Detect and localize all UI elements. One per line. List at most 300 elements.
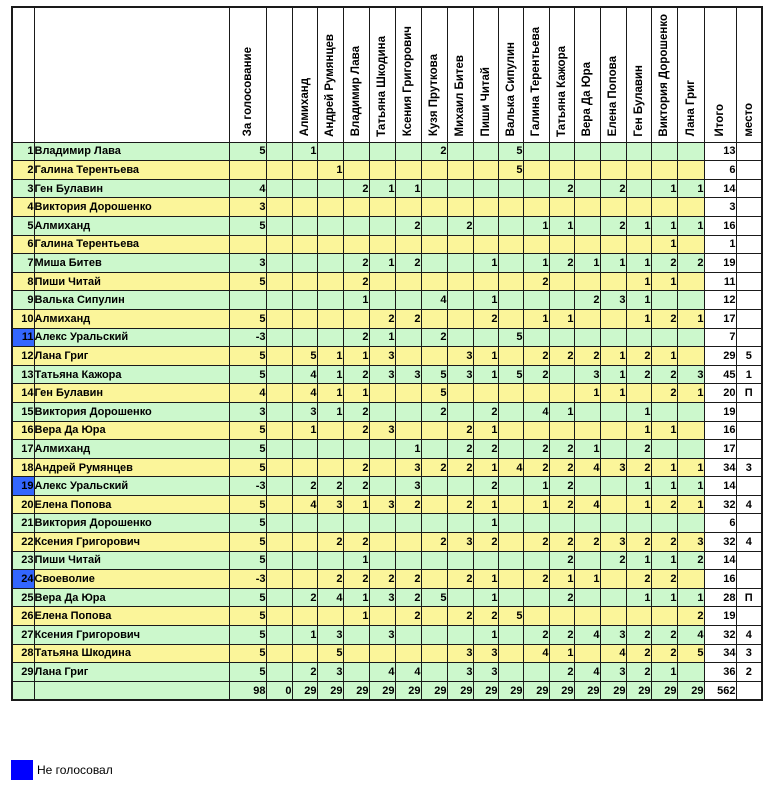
score-cell: 2 <box>549 254 574 273</box>
score-cell: 2 <box>549 588 574 607</box>
score-cell: 3 <box>600 533 626 552</box>
score-cell <box>473 198 498 217</box>
vote-value: 5 <box>229 440 266 459</box>
header-candidate: Алмиханд <box>292 7 317 142</box>
score-cell <box>447 272 473 291</box>
score-cell: 1 <box>369 179 395 198</box>
score-cell: 1 <box>317 402 343 421</box>
score-cell <box>600 161 626 180</box>
score-cell <box>369 272 395 291</box>
score-cell <box>574 328 600 347</box>
score-cell <box>343 235 369 254</box>
score-cell <box>292 291 317 310</box>
score-cell: 1 <box>600 365 626 384</box>
score-cell <box>600 588 626 607</box>
score-cell <box>523 588 549 607</box>
score-cell: 3 <box>473 644 498 663</box>
score-cell: 3 <box>473 663 498 682</box>
score-cell: 1 <box>651 421 677 440</box>
score-cell: 1 <box>343 384 369 403</box>
row-total: 6 <box>704 161 736 180</box>
score-cell <box>626 198 651 217</box>
row-place: 3 <box>736 458 762 477</box>
voter-name: Ксения Григорович <box>34 533 229 552</box>
score-cell <box>523 421 549 440</box>
score-cell <box>421 440 447 459</box>
score-cell <box>651 328 677 347</box>
score-cell: 1 <box>651 663 677 682</box>
row-index: 9 <box>12 291 34 310</box>
blank-value <box>266 365 292 384</box>
score-cell <box>395 626 421 645</box>
blank-value <box>266 347 292 366</box>
row-total: 16 <box>704 421 736 440</box>
score-cell <box>369 533 395 552</box>
voter-name: Галина Терентьева <box>34 161 229 180</box>
table-row <box>12 291 762 310</box>
header-candidate: Елена Попова <box>600 7 626 142</box>
score-cell: 5 <box>498 328 523 347</box>
vote-value: 5 <box>229 607 266 626</box>
score-cell: 5 <box>292 347 317 366</box>
score-cell: 1 <box>473 514 498 533</box>
score-cell <box>395 533 421 552</box>
score-cell <box>600 402 626 421</box>
score-cell <box>473 328 498 347</box>
score-cell <box>498 309 523 328</box>
score-cell <box>292 514 317 533</box>
score-cell <box>447 235 473 254</box>
row-total: 14 <box>704 179 736 198</box>
score-cell: 3 <box>369 365 395 384</box>
score-cell: 2 <box>395 216 421 235</box>
blank-value <box>266 384 292 403</box>
vote-value: 5 <box>229 626 266 645</box>
score-cell: 2 <box>421 328 447 347</box>
score-cell: 2 <box>473 402 498 421</box>
row-index: 6 <box>12 235 34 254</box>
score-cell: 2 <box>343 402 369 421</box>
row-index: 4 <box>12 198 34 217</box>
totals-cell: 29 <box>677 681 704 700</box>
score-cell: 2 <box>549 458 574 477</box>
score-cell: 2 <box>343 179 369 198</box>
vote-value: 5 <box>229 365 266 384</box>
table-row <box>12 644 762 663</box>
score-cell: 1 <box>549 402 574 421</box>
row-place <box>736 328 762 347</box>
table-row <box>12 421 762 440</box>
row-total: 29 <box>704 347 736 366</box>
voter-name: Ген Булавин <box>34 384 229 403</box>
score-cell: 2 <box>651 495 677 514</box>
table-row <box>12 254 762 273</box>
score-cell: 2 <box>343 477 369 496</box>
score-cell: 1 <box>626 254 651 273</box>
totals-cell: 29 <box>395 681 421 700</box>
row-total: 1 <box>704 235 736 254</box>
row-index: 17 <box>12 440 34 459</box>
row-place <box>736 551 762 570</box>
score-cell <box>343 626 369 645</box>
score-cell: 1 <box>626 309 651 328</box>
score-cell <box>369 235 395 254</box>
score-cell: 5 <box>421 384 447 403</box>
score-cell: 2 <box>600 216 626 235</box>
row-total: 36 <box>704 663 736 682</box>
score-cell <box>421 477 447 496</box>
score-cell <box>677 421 704 440</box>
score-cell: 2 <box>677 254 704 273</box>
header-candidate: Кузя Пруткова <box>421 7 447 142</box>
score-cell: 1 <box>343 607 369 626</box>
row-place: 4 <box>736 533 762 552</box>
score-cell: 1 <box>626 291 651 310</box>
voter-name: Ксения Григорович <box>34 626 229 645</box>
score-cell <box>369 607 395 626</box>
score-cell: 4 <box>292 384 317 403</box>
score-cell: 1 <box>626 421 651 440</box>
score-cell <box>498 588 523 607</box>
score-cell: 1 <box>473 365 498 384</box>
score-cell: 1 <box>343 551 369 570</box>
row-index: 1 <box>12 142 34 161</box>
score-cell <box>498 551 523 570</box>
score-cell: 4 <box>369 663 395 682</box>
score-cell: 1 <box>523 495 549 514</box>
score-cell <box>677 440 704 459</box>
score-cell: 3 <box>395 477 421 496</box>
score-cell: 2 <box>600 179 626 198</box>
score-cell <box>574 551 600 570</box>
score-cell <box>600 495 626 514</box>
voter-name: Виктория Дорошенко <box>34 402 229 421</box>
score-cell: 2 <box>523 570 549 589</box>
vote-value: -3 <box>229 570 266 589</box>
totals-cell: 29 <box>292 681 317 700</box>
vote-value: 5 <box>229 309 266 328</box>
score-cell: 1 <box>395 179 421 198</box>
score-cell: 2 <box>343 533 369 552</box>
score-cell <box>523 384 549 403</box>
score-cell: 4 <box>523 644 549 663</box>
voting-results-table <box>11 6 763 701</box>
score-cell: 2 <box>523 365 549 384</box>
voter-name: Ген Булавин <box>34 179 229 198</box>
score-cell <box>677 328 704 347</box>
score-cell <box>677 291 704 310</box>
score-cell <box>369 402 395 421</box>
row-total: 11 <box>704 272 736 291</box>
score-cell <box>677 570 704 589</box>
header-candidate: Владимир Лава <box>343 7 369 142</box>
row-place <box>736 402 762 421</box>
row-total: 34 <box>704 458 736 477</box>
header-index <box>12 7 34 142</box>
blank-value <box>266 216 292 235</box>
score-cell: 2 <box>677 607 704 626</box>
score-cell: 1 <box>369 328 395 347</box>
score-cell: 2 <box>421 142 447 161</box>
score-cell: 5 <box>498 607 523 626</box>
totals-cell: 29 <box>343 681 369 700</box>
score-cell <box>651 440 677 459</box>
score-cell: 3 <box>369 626 395 645</box>
table-row <box>12 179 762 198</box>
row-index: 5 <box>12 216 34 235</box>
score-cell <box>523 551 549 570</box>
score-cell: 5 <box>498 365 523 384</box>
score-cell: 4 <box>677 626 704 645</box>
score-cell <box>369 514 395 533</box>
row-index: 8 <box>12 272 34 291</box>
score-cell <box>626 514 651 533</box>
score-cell: 1 <box>651 347 677 366</box>
score-cell <box>600 570 626 589</box>
score-cell <box>523 179 549 198</box>
vote-value: 3 <box>229 198 266 217</box>
score-cell <box>317 291 343 310</box>
blank-value <box>266 495 292 514</box>
score-cell <box>600 514 626 533</box>
row-total: 16 <box>704 570 736 589</box>
score-cell <box>574 198 600 217</box>
score-cell <box>317 235 343 254</box>
score-cell <box>498 402 523 421</box>
score-cell: 1 <box>473 291 498 310</box>
voter-name: Пиши Читай <box>34 551 229 570</box>
score-cell <box>549 514 574 533</box>
score-cell <box>421 161 447 180</box>
score-cell: 5 <box>421 588 447 607</box>
row-place <box>736 607 762 626</box>
score-cell <box>447 291 473 310</box>
score-cell <box>317 328 343 347</box>
score-cell <box>421 272 447 291</box>
row-index: 27 <box>12 626 34 645</box>
score-cell <box>574 142 600 161</box>
table-row <box>12 477 762 496</box>
vote-value: -3 <box>229 477 266 496</box>
score-cell: 3 <box>600 291 626 310</box>
row-index: 16 <box>12 421 34 440</box>
header-vote: За голосование <box>229 7 266 142</box>
score-cell <box>421 254 447 273</box>
score-cell <box>574 421 600 440</box>
score-cell: 1 <box>651 216 677 235</box>
score-cell: 3 <box>574 365 600 384</box>
score-cell: 1 <box>292 142 317 161</box>
score-cell: 2 <box>651 365 677 384</box>
score-cell <box>343 142 369 161</box>
score-cell: 5 <box>498 142 523 161</box>
score-cell <box>343 198 369 217</box>
voter-name: Алмиханд <box>34 309 229 328</box>
score-cell: 2 <box>343 328 369 347</box>
score-cell: 2 <box>523 626 549 645</box>
score-cell <box>447 179 473 198</box>
row-total: 6 <box>704 514 736 533</box>
vote-value: 5 <box>229 421 266 440</box>
row-place <box>736 291 762 310</box>
score-cell <box>369 551 395 570</box>
score-cell <box>549 142 574 161</box>
row-total: 7 <box>704 328 736 347</box>
score-cell <box>651 142 677 161</box>
score-cell <box>549 421 574 440</box>
score-cell <box>395 142 421 161</box>
score-cell <box>395 347 421 366</box>
score-cell <box>574 514 600 533</box>
score-cell: 1 <box>574 254 600 273</box>
row-total: 32 <box>704 626 736 645</box>
score-cell <box>473 142 498 161</box>
blank-value <box>266 644 292 663</box>
score-cell: 1 <box>574 570 600 589</box>
score-cell: 2 <box>549 495 574 514</box>
score-cell <box>498 495 523 514</box>
score-cell: 2 <box>343 570 369 589</box>
row-place <box>736 477 762 496</box>
header-row <box>12 7 762 142</box>
score-cell: 2 <box>523 440 549 459</box>
row-index: 12 <box>12 347 34 366</box>
score-cell: 2 <box>626 440 651 459</box>
row-place <box>736 216 762 235</box>
blank-value <box>266 328 292 347</box>
score-cell: 2 <box>574 533 600 552</box>
header-candidate: Андрей Румянцев <box>317 7 343 142</box>
score-cell <box>549 161 574 180</box>
score-cell <box>447 198 473 217</box>
score-cell <box>421 309 447 328</box>
score-cell: 3 <box>292 402 317 421</box>
score-cell: 1 <box>317 384 343 403</box>
score-cell: 2 <box>343 458 369 477</box>
blank-value <box>266 402 292 421</box>
legend <box>11 760 113 780</box>
score-cell <box>447 142 473 161</box>
vote-value: 3 <box>229 254 266 273</box>
voter-name: Галина Терентьева <box>34 235 229 254</box>
vote-value: -3 <box>229 328 266 347</box>
row-index: 19 <box>12 477 34 496</box>
score-cell: 1 <box>292 421 317 440</box>
score-cell <box>343 663 369 682</box>
row-total: 14 <box>704 477 736 496</box>
score-cell: 1 <box>651 272 677 291</box>
totals-cell: 29 <box>421 681 447 700</box>
score-cell <box>498 198 523 217</box>
score-cell: 2 <box>574 347 600 366</box>
score-cell: 2 <box>447 570 473 589</box>
score-cell <box>292 198 317 217</box>
score-cell <box>447 309 473 328</box>
score-cell: 1 <box>523 309 549 328</box>
score-cell <box>421 235 447 254</box>
blank-value <box>266 161 292 180</box>
table-row <box>12 365 762 384</box>
score-cell <box>292 458 317 477</box>
score-cell <box>447 254 473 273</box>
table-row <box>12 216 762 235</box>
score-cell: 2 <box>317 533 343 552</box>
blank-value <box>266 235 292 254</box>
score-cell: 2 <box>473 607 498 626</box>
score-cell: 2 <box>651 626 677 645</box>
totals-vote: 98 <box>229 681 266 700</box>
score-cell <box>498 272 523 291</box>
score-cell <box>369 198 395 217</box>
row-total: 3 <box>704 198 736 217</box>
score-cell: 1 <box>395 440 421 459</box>
score-cell <box>626 179 651 198</box>
score-cell: 4 <box>498 458 523 477</box>
score-cell: 3 <box>369 347 395 366</box>
row-place: 4 <box>736 626 762 645</box>
score-cell: 1 <box>473 588 498 607</box>
score-cell <box>447 514 473 533</box>
score-cell: 3 <box>447 365 473 384</box>
score-cell: 2 <box>600 551 626 570</box>
table-row <box>12 161 762 180</box>
row-index: 2 <box>12 161 34 180</box>
row-index: 13 <box>12 365 34 384</box>
score-cell <box>574 161 600 180</box>
row-total: 17 <box>704 309 736 328</box>
header-total: Итого <box>704 7 736 142</box>
row-total: 20 <box>704 384 736 403</box>
score-cell <box>317 607 343 626</box>
vote-value: 5 <box>229 533 266 552</box>
table-row <box>12 588 762 607</box>
header-candidate: Ген Булавин <box>626 7 651 142</box>
totals-cell: 29 <box>523 681 549 700</box>
score-cell <box>574 588 600 607</box>
score-cell: 2 <box>473 477 498 496</box>
score-cell: 2 <box>369 309 395 328</box>
score-cell: 3 <box>395 458 421 477</box>
score-cell <box>369 644 395 663</box>
score-cell <box>549 291 574 310</box>
score-cell <box>369 161 395 180</box>
score-cell <box>651 291 677 310</box>
score-cell <box>421 347 447 366</box>
row-total: 34 <box>704 644 736 663</box>
score-cell: 5 <box>421 365 447 384</box>
row-total: 17 <box>704 440 736 459</box>
score-cell: 1 <box>651 458 677 477</box>
voter-name: Валька Сипулин <box>34 291 229 310</box>
table-row <box>12 309 762 328</box>
vote-value <box>229 291 266 310</box>
vote-value <box>229 235 266 254</box>
voter-name: Алекс Уральский <box>34 328 229 347</box>
score-cell: 4 <box>421 291 447 310</box>
score-cell <box>600 142 626 161</box>
voter-name: Вера Да Юра <box>34 421 229 440</box>
score-cell: 2 <box>549 440 574 459</box>
row-place <box>736 272 762 291</box>
row-index: 18 <box>12 458 34 477</box>
score-cell <box>292 235 317 254</box>
blank-value <box>266 570 292 589</box>
score-cell: 1 <box>473 495 498 514</box>
score-cell: 2 <box>473 309 498 328</box>
score-cell <box>626 384 651 403</box>
score-cell: 2 <box>523 347 549 366</box>
score-cell <box>369 216 395 235</box>
